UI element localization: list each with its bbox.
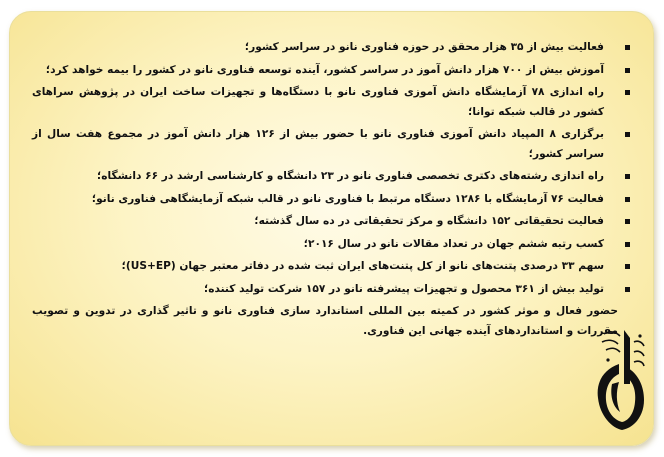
bullet-icon xyxy=(625,219,630,224)
closing-paragraph-text: حضور فعال و موثر کشور در کمیته بین المللی استاندارد سازی فناوری نانو و تاثیر گذاری در تدوین و تصویب مقررات و استانداردهای آینده جهانی این فناوری. xyxy=(32,305,618,337)
list-item-text: راه اندازی ۷۸ آزمایشگاه دانش آموزی فناوری نانو با دستگاه‌ها و تجهیزات ساخت ایران در پژوهش سراهای کشور در قالب شبکه توانا؛ xyxy=(32,86,605,118)
closing-paragraph xyxy=(32,302,618,341)
list-item-text: سهم ۳۳ درصدی پتنت‌های نانو از کل پتنت‌های ایران ثبت شده در دفاتر معتبر جهان (US+EP)؛ xyxy=(121,260,604,272)
list-item xyxy=(32,38,618,58)
list-item xyxy=(32,257,618,277)
list-item xyxy=(32,83,618,122)
list-item xyxy=(32,125,618,164)
list-item-text: آموزش بیش از ۷۰۰ هزار دانش آموز در سراسر کشور، آینده توسعه فناوری نانو در کشور را بیمه خواهد کرد؛ xyxy=(45,63,604,76)
content-card xyxy=(9,11,654,446)
list-item-text: برگزاری ۸ المپیاد دانش آموزی فناوری نانو با حضور بیش از ۱۲۶ هزار دانش آموز در مجموع هفت سال از سراسر کشور؛ xyxy=(32,128,604,160)
list-item xyxy=(32,167,618,187)
list-item-text: فعالیت ۷۶ آزمایشگاه با ۱۲۸۶ دستگاه مرتبط با فناوری نانو در قالب شبکه آزمایشگاهی فناوری نانو؛ xyxy=(91,192,604,205)
bullet-icon xyxy=(625,287,630,292)
list-item xyxy=(32,212,618,232)
list-item xyxy=(32,61,618,81)
list-item-text: فعالیت بیش از ۳۵ هزار محقق در حوزه فناوری نانو در سراسر کشور؛ xyxy=(244,41,604,53)
list-item xyxy=(32,280,618,300)
calligraphic-seal-logo-icon xyxy=(590,324,648,434)
bullet-icon xyxy=(625,242,630,247)
bullet-icon xyxy=(625,174,630,179)
bullet-icon xyxy=(625,264,630,269)
list-item-text: راه اندازی رشته‌های دکتری تخصصی فناوری نانو در ۲۳ دانشگاه و کارشناسی ارشد در ۶۶ دانشگاه؛ xyxy=(97,170,604,182)
achievements-list xyxy=(32,38,618,344)
bullet-icon xyxy=(625,132,630,137)
list-item xyxy=(32,190,618,210)
list-item-text: کسب رتبه ششم جهان در تعداد مقالات نانو در سال ۲۰۱۶؛ xyxy=(303,237,604,250)
bullet-icon xyxy=(625,45,630,50)
bullet-icon xyxy=(625,197,630,202)
bullet-icon xyxy=(625,90,630,95)
bullet-icon xyxy=(625,68,630,73)
list-item-text: فعالیت تحقیقاتی ۱۵۲ دانشگاه و مرکز تحقیقاتی در ده سال گذشته؛ xyxy=(254,215,604,227)
list-item-text: تولید بیش از ۳۶۱ محصول و تجهیزات پیشرفته نانو در ۱۵۷ شرکت تولید کننده؛ xyxy=(204,282,604,295)
list-item xyxy=(32,235,618,255)
